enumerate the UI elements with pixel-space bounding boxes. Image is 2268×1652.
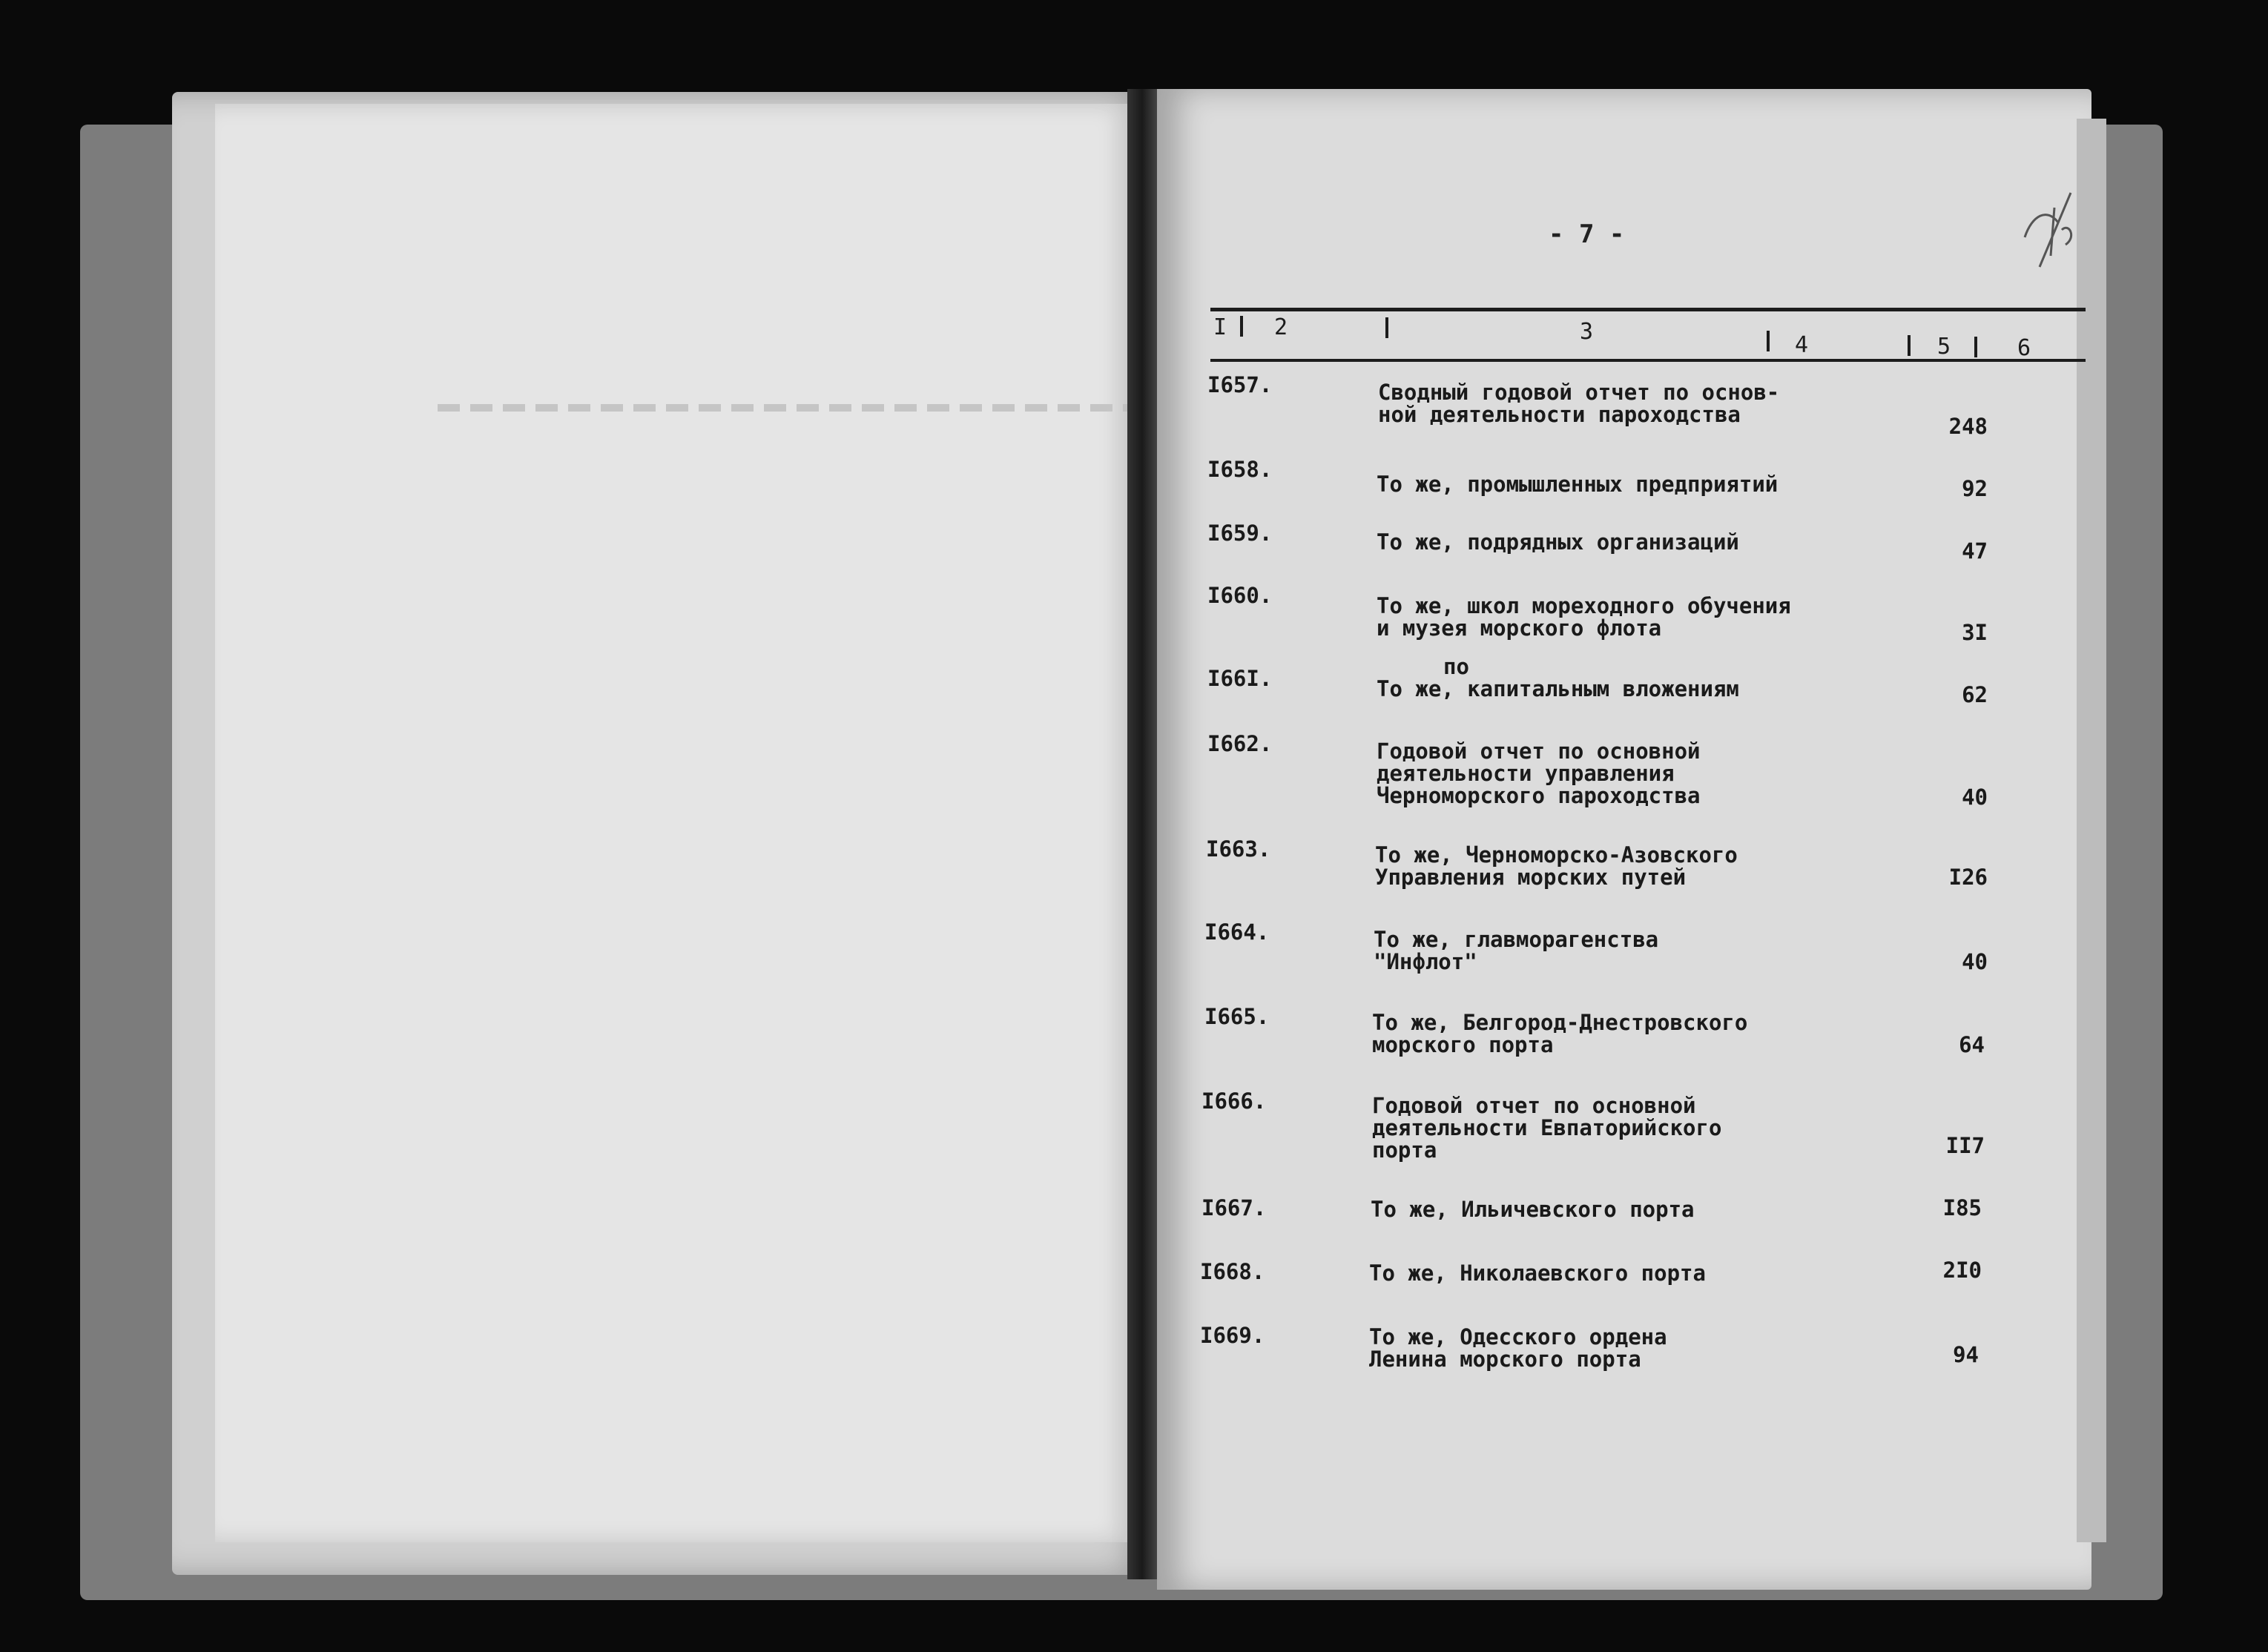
- entry-number: I665.: [1204, 1004, 1270, 1029]
- entry-description: То же, подрядных организаций: [1377, 529, 1739, 555]
- entry-description: То же, Белгород-Днестровского морского порта: [1372, 1010, 1748, 1057]
- entry-description: То же, Николаевского порта: [1369, 1261, 1706, 1286]
- book-spine: [1127, 89, 1157, 1579]
- entry-sheet-count: I85: [1942, 1195, 1982, 1220]
- page-edge: [2077, 119, 2106, 1542]
- entry-sheet-count: 62: [1962, 682, 1988, 707]
- column-header-5: 5: [1937, 334, 1951, 360]
- entry-description: То же, промышленных предприятий: [1377, 472, 1779, 497]
- column-header-2: 2: [1274, 314, 1288, 340]
- entry-description: То же, капитальным вложениям: [1377, 676, 1739, 701]
- entry-sheet-count: I26: [1948, 865, 1988, 890]
- column-divider: [1240, 316, 1243, 337]
- table-header-bottom-rule: [1210, 359, 2086, 362]
- entry-sheet-count: 2I0: [1942, 1258, 1982, 1283]
- entry-description: То же, Черноморско-Азовского Управления морских путей: [1375, 842, 1738, 890]
- entry-number: I659.: [1207, 521, 1273, 546]
- entry-sheet-count: 92: [1962, 476, 1988, 501]
- entry-sheet-count: 64: [1959, 1032, 1985, 1057]
- entry-number: I658.: [1207, 457, 1273, 482]
- column-header-6: 6: [2017, 335, 2031, 361]
- entry-number: I66I.: [1207, 666, 1273, 691]
- entry-number: I657.: [1207, 372, 1273, 397]
- page-number: - 7 -: [1549, 219, 1625, 249]
- entry-description: То же, Ильичевского порта: [1371, 1197, 1695, 1222]
- column-divider: [1385, 317, 1388, 338]
- entry-sheet-count: 94: [1953, 1342, 1979, 1367]
- entry-number: I667.: [1201, 1195, 1267, 1220]
- entry-number: I662.: [1207, 731, 1273, 756]
- column-divider: [1767, 331, 1770, 351]
- entry-sheet-count: 248: [1948, 414, 1988, 439]
- entry-description: То же, Одесского ордена Ленина морского порта: [1369, 1324, 1667, 1372]
- table-header-top-rule: [1210, 308, 2086, 311]
- entry-description: Сводный годовой отчет по основ- ной деятельности пароходства: [1378, 380, 1780, 427]
- entry-number: I668.: [1200, 1259, 1265, 1284]
- entry-number: I664.: [1204, 919, 1270, 945]
- entry-sheet-count: 40: [1962, 784, 1988, 810]
- entry-sheet-count: 47: [1962, 538, 1988, 564]
- entry-number: I669.: [1200, 1323, 1265, 1348]
- entry-sheet-count: II7: [1945, 1133, 1985, 1158]
- entry-description: То же, главморагенства "Инфлот": [1374, 927, 1659, 974]
- entry-description: Годовой отчет по основной деятельности Евпаторийского порта: [1372, 1093, 1722, 1163]
- left-page-sheet: [215, 104, 1135, 1542]
- column-header-3: 3: [1580, 319, 1594, 345]
- column-divider: [1908, 335, 1911, 356]
- column-header-4: 4: [1795, 332, 1809, 358]
- entry-sheet-count: 40: [1962, 949, 1988, 974]
- entry-description: Годовой отчет по основной деятельности управления Черноморского пароходства: [1377, 739, 1701, 808]
- entry-description: То же, школ мореходного обучения и музея морского флота: [1377, 593, 1791, 641]
- entry-sheet-count: 3I: [1962, 620, 1988, 645]
- column-divider: [1974, 337, 1977, 357]
- entry-number: I666.: [1201, 1088, 1267, 1114]
- entry-number: I663.: [1206, 836, 1271, 862]
- entry-number: I660.: [1207, 583, 1273, 608]
- handwritten-insertion: по: [1443, 654, 1469, 679]
- column-header-1: I: [1213, 314, 1227, 340]
- handwritten-folio-mark: [2017, 185, 2084, 274]
